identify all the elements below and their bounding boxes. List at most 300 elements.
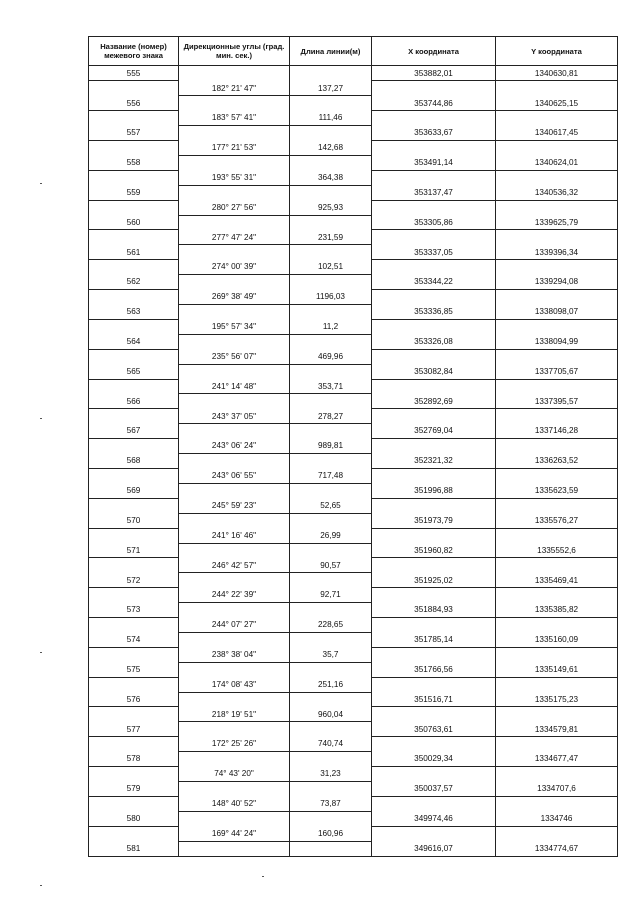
empty-cell: [89, 379, 179, 394]
point-name: 563: [89, 305, 179, 320]
point-row: [89, 66, 618, 81]
empty-cell: [179, 782, 290, 797]
empty-cell: [372, 290, 496, 305]
y-coordinate: 1340624,01: [496, 155, 618, 170]
y-coordinate: 1335576,27: [496, 513, 618, 528]
point-row: [89, 513, 618, 528]
empty-cell: [496, 677, 618, 692]
segment-row: [89, 558, 618, 573]
y-coordinate: 1340630,81: [496, 66, 618, 81]
segment-row: [89, 528, 618, 543]
line-length: 160,96: [290, 826, 372, 841]
empty-cell: [290, 841, 372, 856]
empty-cell: [290, 394, 372, 409]
x-coordinate: 351516,71: [372, 692, 496, 707]
empty-cell: [89, 588, 179, 603]
x-coordinate: 353082,84: [372, 364, 496, 379]
empty-cell: [179, 305, 290, 320]
empty-cell: [290, 215, 372, 230]
empty-cell: [290, 66, 372, 81]
empty-cell: [179, 722, 290, 737]
empty-cell: [372, 260, 496, 275]
empty-cell: [372, 230, 496, 245]
empty-cell: [179, 692, 290, 707]
empty-cell: [496, 170, 618, 185]
empty-cell: [179, 632, 290, 647]
empty-cell: [496, 826, 618, 841]
direction-angle: 172° 25' 26": [179, 737, 290, 752]
empty-cell: [496, 379, 618, 394]
direction-angle: 244° 07' 27": [179, 618, 290, 633]
point-name: 567: [89, 424, 179, 439]
empty-cell: [290, 722, 372, 737]
x-coordinate: 352321,32: [372, 454, 496, 469]
empty-cell: [89, 290, 179, 305]
empty-cell: [372, 588, 496, 603]
empty-cell: [290, 573, 372, 588]
point-row: [89, 811, 618, 826]
x-coordinate: 351973,79: [372, 513, 496, 528]
segment-row: [89, 796, 618, 811]
point-row: [89, 126, 618, 141]
empty-cell: [89, 111, 179, 126]
y-coordinate: 1334746: [496, 811, 618, 826]
point-name: 560: [89, 215, 179, 230]
empty-cell: [290, 662, 372, 677]
header-x: X координата: [372, 37, 496, 66]
direction-angle: 195° 57' 34": [179, 319, 290, 334]
point-name: 571: [89, 543, 179, 558]
empty-cell: [290, 811, 372, 826]
point-row: [89, 841, 618, 856]
point-row: [89, 662, 618, 677]
empty-cell: [89, 409, 179, 424]
x-coordinate: 353491,14: [372, 155, 496, 170]
line-length: 52,65: [290, 498, 372, 513]
empty-cell: [372, 677, 496, 692]
point-name: 575: [89, 662, 179, 677]
segment-row: [89, 170, 618, 185]
empty-cell: [290, 364, 372, 379]
segment-row: [89, 290, 618, 305]
x-coordinate: 353882,01: [372, 66, 496, 81]
line-length: 142,68: [290, 141, 372, 156]
segment-row: [89, 379, 618, 394]
line-length: 228,65: [290, 618, 372, 633]
empty-cell: [372, 707, 496, 722]
segment-row: [89, 409, 618, 424]
empty-cell: [290, 245, 372, 260]
y-coordinate: 1335175,23: [496, 692, 618, 707]
direction-angle: 245° 59' 23": [179, 498, 290, 513]
empty-cell: [372, 200, 496, 215]
empty-cell: [179, 126, 290, 141]
segment-row: [89, 767, 618, 782]
empty-cell: [290, 692, 372, 707]
empty-cell: [372, 319, 496, 334]
point-name: 564: [89, 334, 179, 349]
point-name: 570: [89, 513, 179, 528]
line-length: 73,87: [290, 796, 372, 811]
line-length: 740,74: [290, 737, 372, 752]
direction-angle: 235° 56' 07": [179, 349, 290, 364]
segment-row: [89, 349, 618, 364]
empty-cell: [179, 513, 290, 528]
scan-speck: [262, 876, 264, 877]
empty-cell: [89, 439, 179, 454]
table-header-row: [89, 37, 618, 66]
empty-cell: [290, 424, 372, 439]
line-length: 989,81: [290, 439, 372, 454]
y-coordinate: 1334707,6: [496, 782, 618, 797]
empty-cell: [89, 618, 179, 633]
empty-cell: [496, 618, 618, 633]
empty-cell: [496, 528, 618, 543]
empty-cell: [89, 468, 179, 483]
x-coordinate: 350029,34: [372, 752, 496, 767]
empty-cell: [179, 185, 290, 200]
direction-angle: 218° 19' 51": [179, 707, 290, 722]
empty-cell: [179, 454, 290, 469]
point-name: 565: [89, 364, 179, 379]
empty-cell: [496, 737, 618, 752]
direction-angle: 174° 08' 43": [179, 677, 290, 692]
segment-row: [89, 319, 618, 334]
direction-angle: 241° 16' 46": [179, 528, 290, 543]
x-coordinate: 351925,02: [372, 573, 496, 588]
point-name: 569: [89, 483, 179, 498]
segment-row: [89, 498, 618, 513]
line-length: 925,93: [290, 200, 372, 215]
empty-cell: [496, 230, 618, 245]
y-coordinate: 1335623,59: [496, 483, 618, 498]
line-length: 137,27: [290, 81, 372, 96]
x-coordinate: 351996,88: [372, 483, 496, 498]
segment-row: [89, 111, 618, 126]
header-y: Y координата: [496, 37, 618, 66]
y-coordinate: 1336263,52: [496, 454, 618, 469]
empty-cell: [372, 379, 496, 394]
empty-cell: [179, 841, 290, 856]
empty-cell: [179, 364, 290, 379]
point-row: [89, 692, 618, 707]
x-coordinate: 352892,69: [372, 394, 496, 409]
point-row: [89, 603, 618, 618]
table-body: [89, 66, 618, 857]
line-length: 231,59: [290, 230, 372, 245]
line-length: 469,96: [290, 349, 372, 364]
direction-angle: 238° 38' 04": [179, 647, 290, 662]
boundary-coordinates-table: [88, 36, 618, 857]
empty-cell: [372, 409, 496, 424]
segment-row: [89, 647, 618, 662]
direction-angle: 280° 27' 56": [179, 200, 290, 215]
empty-cell: [89, 319, 179, 334]
header-angle: Дирекционные углы (град. мин. сек.): [179, 37, 290, 66]
empty-cell: [496, 647, 618, 662]
empty-cell: [179, 334, 290, 349]
segment-row: [89, 81, 618, 96]
y-coordinate: 1339625,79: [496, 215, 618, 230]
line-length: 26,99: [290, 528, 372, 543]
point-row: [89, 632, 618, 647]
x-coordinate: 351766,56: [372, 662, 496, 677]
line-length: 92,71: [290, 588, 372, 603]
point-row: [89, 424, 618, 439]
empty-cell: [372, 439, 496, 454]
empty-cell: [179, 275, 290, 290]
point-row: [89, 96, 618, 111]
point-row: [89, 155, 618, 170]
point-name: 559: [89, 185, 179, 200]
point-name: 555: [89, 66, 179, 81]
empty-cell: [372, 498, 496, 513]
direction-angle: 148° 40' 52": [179, 796, 290, 811]
empty-cell: [496, 290, 618, 305]
scan-speck: [40, 418, 42, 419]
point-name: 578: [89, 752, 179, 767]
y-coordinate: 1335552,6: [496, 543, 618, 558]
y-coordinate: 1338098,07: [496, 305, 618, 320]
empty-cell: [89, 647, 179, 662]
empty-cell: [179, 603, 290, 618]
direction-angle: 183° 57' 41": [179, 111, 290, 126]
empty-cell: [179, 96, 290, 111]
direction-angle: 193° 55' 31": [179, 170, 290, 185]
empty-cell: [372, 618, 496, 633]
y-coordinate: 1335385,82: [496, 603, 618, 618]
line-length: 251,16: [290, 677, 372, 692]
empty-cell: [89, 677, 179, 692]
empty-cell: [290, 632, 372, 647]
empty-cell: [372, 826, 496, 841]
empty-cell: [496, 81, 618, 96]
point-row: [89, 722, 618, 737]
empty-cell: [372, 737, 496, 752]
x-coordinate: 353305,86: [372, 215, 496, 230]
point-row: [89, 334, 618, 349]
x-coordinate: 349616,07: [372, 841, 496, 856]
x-coordinate: 353344,22: [372, 275, 496, 290]
point-row: [89, 454, 618, 469]
empty-cell: [496, 588, 618, 603]
empty-cell: [496, 141, 618, 156]
empty-cell: [89, 528, 179, 543]
direction-angle: 241° 14' 48": [179, 379, 290, 394]
x-coordinate: 349974,46: [372, 811, 496, 826]
direction-angle: 243° 06' 24": [179, 439, 290, 454]
empty-cell: [179, 573, 290, 588]
empty-cell: [89, 707, 179, 722]
empty-cell: [496, 319, 618, 334]
segment-row: [89, 677, 618, 692]
empty-cell: [179, 394, 290, 409]
empty-cell: [496, 349, 618, 364]
y-coordinate: 1340625,15: [496, 96, 618, 111]
coordinates-sheet: [88, 36, 617, 857]
point-name: 580: [89, 811, 179, 826]
empty-cell: [290, 454, 372, 469]
empty-cell: [179, 662, 290, 677]
header-length: Длина линии(м): [290, 37, 372, 66]
point-row: [89, 782, 618, 797]
direction-angle: 177° 21' 53": [179, 141, 290, 156]
direction-angle: 274° 00' 39": [179, 260, 290, 275]
line-length: 111,46: [290, 111, 372, 126]
segment-row: [89, 260, 618, 275]
header-name: Название (номер) межевого знака: [89, 37, 179, 66]
point-name: 561: [89, 245, 179, 260]
point-row: [89, 543, 618, 558]
empty-cell: [290, 275, 372, 290]
point-name: 562: [89, 275, 179, 290]
point-row: [89, 215, 618, 230]
empty-cell: [496, 409, 618, 424]
empty-cell: [290, 782, 372, 797]
scan-speck: [40, 885, 42, 886]
direction-angle: 169° 44' 24": [179, 826, 290, 841]
segment-row: [89, 707, 618, 722]
point-name: 576: [89, 692, 179, 707]
empty-cell: [179, 811, 290, 826]
segment-row: [89, 618, 618, 633]
direction-angle: 243° 06' 55": [179, 468, 290, 483]
direction-angle: 277° 47' 24": [179, 230, 290, 245]
segment-row: [89, 826, 618, 841]
y-coordinate: 1335160,09: [496, 632, 618, 647]
empty-cell: [290, 543, 372, 558]
empty-cell: [290, 752, 372, 767]
empty-cell: [372, 528, 496, 543]
segment-row: [89, 588, 618, 603]
segment-row: [89, 141, 618, 156]
empty-cell: [290, 513, 372, 528]
empty-cell: [496, 111, 618, 126]
point-row: [89, 752, 618, 767]
point-row: [89, 394, 618, 409]
point-name: 579: [89, 782, 179, 797]
point-row: [89, 364, 618, 379]
y-coordinate: 1337705,67: [496, 364, 618, 379]
y-coordinate: 1339396,34: [496, 245, 618, 260]
empty-cell: [372, 81, 496, 96]
empty-cell: [496, 260, 618, 275]
empty-cell: [179, 543, 290, 558]
y-coordinate: 1334579,81: [496, 722, 618, 737]
empty-cell: [179, 66, 290, 81]
empty-cell: [290, 185, 372, 200]
y-coordinate: 1340536,32: [496, 185, 618, 200]
empty-cell: [372, 111, 496, 126]
line-length: 11,2: [290, 319, 372, 334]
empty-cell: [372, 647, 496, 662]
empty-cell: [89, 81, 179, 96]
empty-cell: [496, 707, 618, 722]
empty-cell: [179, 424, 290, 439]
empty-cell: [290, 483, 372, 498]
y-coordinate: 1335149,61: [496, 662, 618, 677]
empty-cell: [179, 752, 290, 767]
empty-cell: [179, 483, 290, 498]
empty-cell: [290, 126, 372, 141]
empty-cell: [372, 141, 496, 156]
empty-cell: [496, 200, 618, 215]
empty-cell: [89, 349, 179, 364]
empty-cell: [179, 245, 290, 260]
point-name: 573: [89, 603, 179, 618]
empty-cell: [496, 767, 618, 782]
point-name: 581: [89, 841, 179, 856]
empty-cell: [372, 558, 496, 573]
direction-angle: 74° 43' 20": [179, 767, 290, 782]
point-name: 557: [89, 126, 179, 141]
x-coordinate: 353336,85: [372, 305, 496, 320]
point-row: [89, 275, 618, 290]
point-name: 572: [89, 573, 179, 588]
point-row: [89, 305, 618, 320]
empty-cell: [179, 155, 290, 170]
empty-cell: [496, 468, 618, 483]
direction-angle: 269° 38' 49": [179, 290, 290, 305]
x-coordinate: 353744,86: [372, 96, 496, 111]
segment-row: [89, 737, 618, 752]
y-coordinate: 1340617,45: [496, 126, 618, 141]
scan-speck: [40, 183, 42, 184]
y-coordinate: 1339294,08: [496, 275, 618, 290]
empty-cell: [496, 498, 618, 513]
y-coordinate: 1334774,67: [496, 841, 618, 856]
line-length: 364,38: [290, 170, 372, 185]
empty-cell: [89, 826, 179, 841]
empty-cell: [372, 767, 496, 782]
direction-angle: 246° 42' 57": [179, 558, 290, 573]
x-coordinate: 350763,61: [372, 722, 496, 737]
line-length: 960,04: [290, 707, 372, 722]
empty-cell: [89, 170, 179, 185]
empty-cell: [89, 558, 179, 573]
line-length: 717,48: [290, 468, 372, 483]
line-length: 35,7: [290, 647, 372, 662]
x-coordinate: 351884,93: [372, 603, 496, 618]
scan-speck: [40, 652, 42, 653]
line-length: 90,57: [290, 558, 372, 573]
x-coordinate: 350037,57: [372, 782, 496, 797]
empty-cell: [290, 603, 372, 618]
empty-cell: [496, 558, 618, 573]
point-row: [89, 185, 618, 200]
line-length: 278,27: [290, 409, 372, 424]
x-coordinate: 353633,67: [372, 126, 496, 141]
x-coordinate: 351960,82: [372, 543, 496, 558]
x-coordinate: 353326,08: [372, 334, 496, 349]
y-coordinate: 1338094,99: [496, 334, 618, 349]
empty-cell: [496, 439, 618, 454]
empty-cell: [89, 141, 179, 156]
segment-row: [89, 439, 618, 454]
empty-cell: [89, 200, 179, 215]
x-coordinate: 353137,47: [372, 185, 496, 200]
y-coordinate: 1334677,47: [496, 752, 618, 767]
line-length: 353,71: [290, 379, 372, 394]
line-length: 31,23: [290, 767, 372, 782]
segment-row: [89, 230, 618, 245]
point-row: [89, 483, 618, 498]
point-row: [89, 573, 618, 588]
point-name: 556: [89, 96, 179, 111]
empty-cell: [179, 215, 290, 230]
empty-cell: [89, 230, 179, 245]
x-coordinate: 352769,04: [372, 424, 496, 439]
